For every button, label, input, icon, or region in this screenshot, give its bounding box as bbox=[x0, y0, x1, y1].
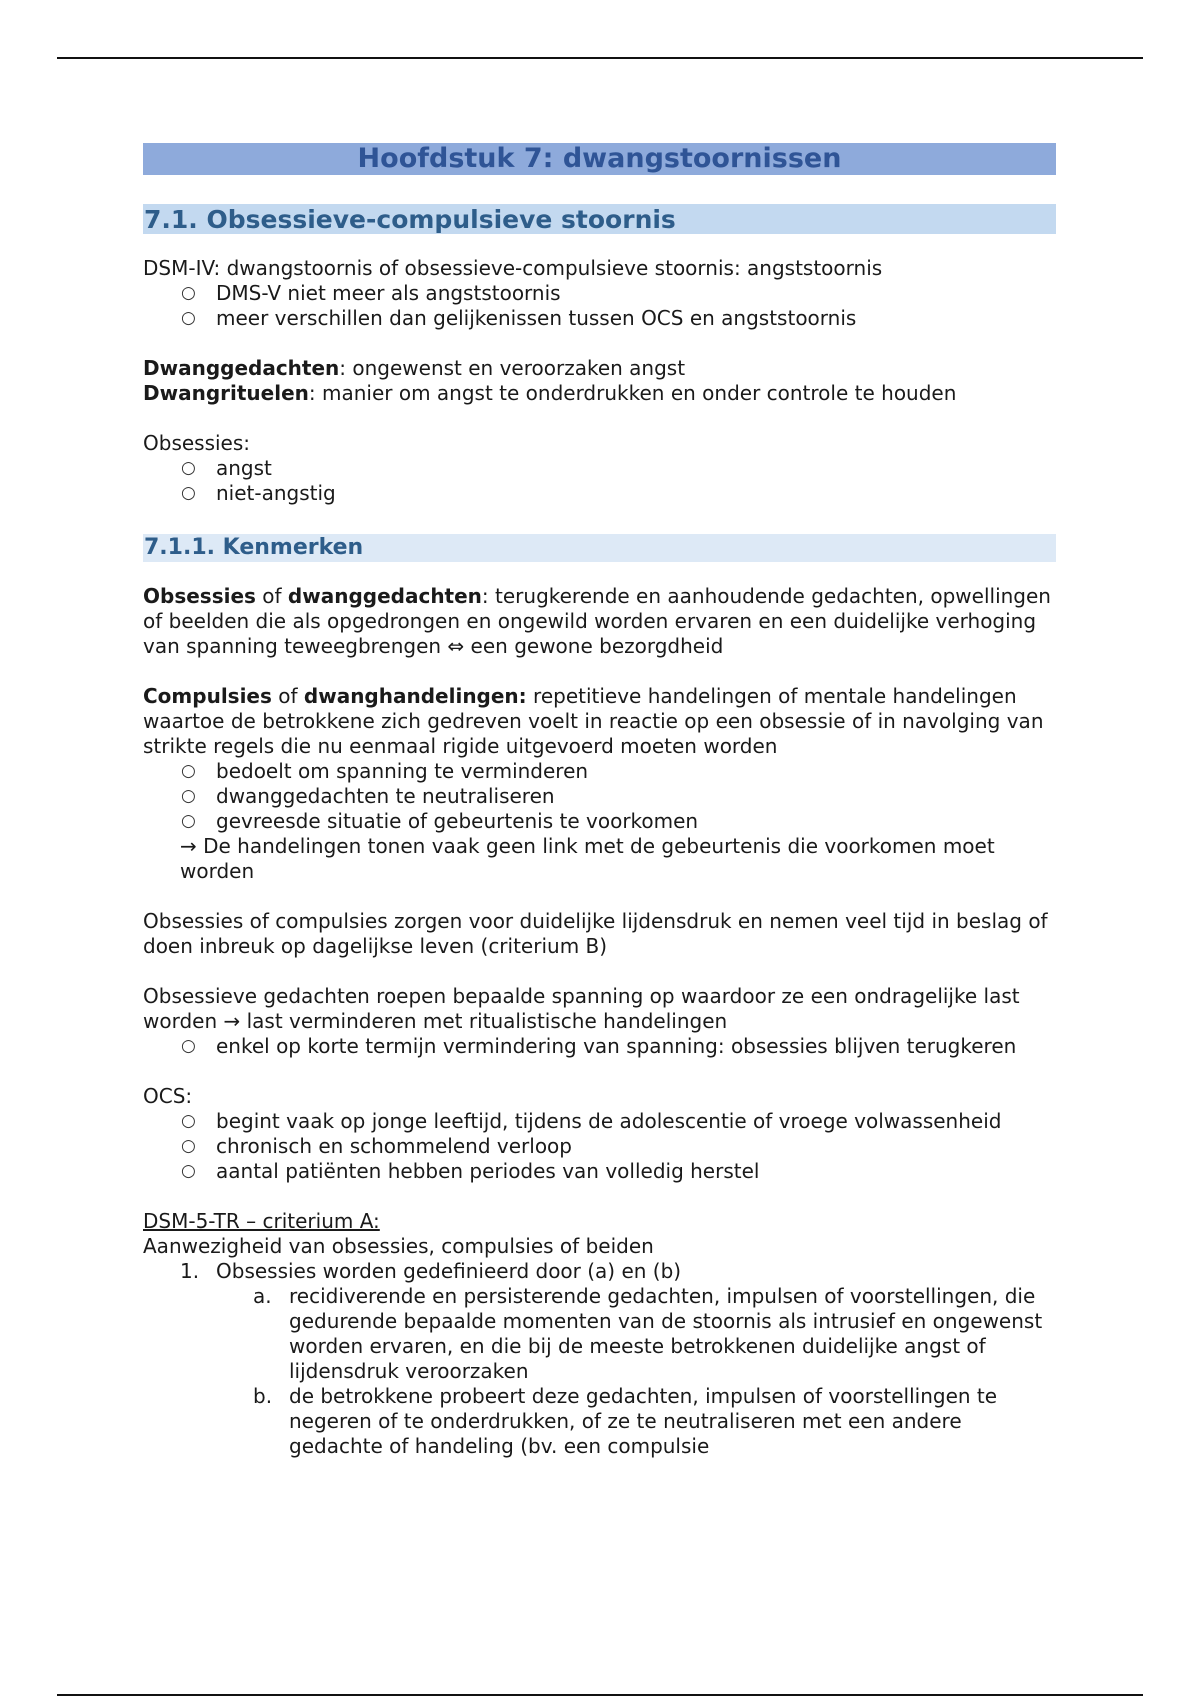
list-item: 1. Obsessies worden gedefinieerd door (a) en (b) a. recidiverende en persisterende gedachten, impulsen of voorstellingen, die gedurende bepaalde momenten van de stoornis als intrusief en ongewenst worden ervaren, en die bij de meeste betrokkenen duidelijke angst of lijdensdruk veroorzaken b. de betrokkene probeert deze gedachten, impulsen of voorstellingen te negeren of te onderdrukken, of ze te neutraliseren met een andere gedachte of handeling (bv. een compulsie bbox=[143, 1259, 1056, 1459]
criterium-intro: Aanwezigheid van obsessies, compulsies of beiden bbox=[143, 1234, 654, 1258]
list-marker: 1. bbox=[180, 1259, 200, 1283]
list-item: ○ niet-angstig bbox=[181, 481, 336, 505]
circle-bullet-icon: ○ bbox=[181, 811, 196, 831]
ocs-label: OCS: bbox=[143, 1084, 193, 1108]
circle-bullet-icon: ○ bbox=[181, 1136, 196, 1156]
criterium-sub-list bbox=[216, 1284, 1056, 1459]
circle-bullet-icon: ○ bbox=[181, 1111, 196, 1131]
list-item: ○ bedoelt om spanning te verminderen bbox=[181, 759, 589, 783]
list-item: ○ angst bbox=[181, 456, 272, 480]
list-item: ○ dwanggedachten te neutraliseren bbox=[181, 784, 555, 808]
circle-bullet-icon: ○ bbox=[181, 1161, 196, 1181]
paragraph-criterium-b: Obsessies of compulsies zorgen voor duidelijke lijdensdruk en nemen veel tijd in beslag of doen inbreuk op dagelijkse leven (criterium B) bbox=[143, 909, 1048, 958]
list-item: a. recidiverende en persisterende gedachten, impulsen of voorstellingen, die gedurende bepaalde momenten van de stoornis als intrusief en ongewenst worden ervaren, en die bij de meeste betrokkenen duidelijke angst of lijdensdruk veroorzaken bbox=[253, 1284, 1043, 1383]
circle-bullet-icon: ○ bbox=[181, 761, 196, 781]
circle-bullet-icon: ○ bbox=[181, 1036, 196, 1056]
document-page bbox=[143, 143, 1056, 1459]
section-heading: 7.1. Obsessieve-compulsieve stoornis bbox=[143, 204, 1056, 234]
paragraph-compulsies: Compulsies of dwanghandelingen: repetitieve handelingen of mentale handelingen waartoe de betrokkene zich gedreven voelt in reactie op een obsessie of in navolging van strikte regels die nu eenmaal rigide uitgevoerd moeten worden bbox=[143, 684, 1044, 758]
list-marker: b. bbox=[253, 1384, 273, 1408]
list-item: ○ meer verschillen dan gelijkenissen tussen OCS en angststoornis bbox=[181, 306, 857, 330]
dsm-bullet-list bbox=[143, 281, 1056, 331]
compulsies-bullet-list bbox=[143, 759, 1056, 834]
spanning-bullet-list bbox=[143, 1034, 1056, 1059]
term: Dwanggedachten bbox=[143, 356, 340, 380]
list-item: ○ begint vaak op jonge leeftijd, tijdens de adolescentie of vroege volwassenheid bbox=[181, 1109, 1002, 1133]
header-rule bbox=[57, 57, 1143, 59]
dsm-line: DSM-IV: dwangstoornis of obsessieve-compulsieve stoornis: angststoornis bbox=[143, 256, 883, 280]
circle-bullet-icon: ○ bbox=[181, 308, 196, 328]
circle-bullet-icon: ○ bbox=[181, 786, 196, 806]
list-item: ○ gevreesde situatie of gebeurtenis te voorkomen bbox=[181, 809, 699, 833]
list-item: ○ chronisch en schommelend verloop bbox=[181, 1134, 572, 1158]
list-item: ○ aantal patiënten hebben periodes van volledig herstel bbox=[181, 1159, 760, 1183]
circle-bullet-icon: ○ bbox=[181, 458, 196, 478]
ocs-bullet-list bbox=[143, 1109, 1056, 1184]
paragraph-spanning: Obsessieve gedachten roepen bepaalde spanning op waardoor ze een ondragelijke last worden → last verminderen met ritualistische handelingen bbox=[143, 984, 1020, 1033]
criterium-heading: DSM-5-TR – criterium A: bbox=[143, 1209, 380, 1233]
list-item: b. de betrokkene probeert deze gedachten, impulsen of voorstellingen te negeren of te onderdrukken, of ze te neutraliseren met een andere gedachte of handeling (bv. een compulsie bbox=[253, 1384, 998, 1458]
list-marker: a. bbox=[253, 1284, 272, 1308]
definition-dwangrituelen: Dwangrituelen: manier om angst te onderdrukken en onder controle te houden bbox=[143, 381, 957, 405]
paragraph-obsessies: Obsessies of dwanggedachten: terugkerende en aanhoudende gedachten, opwellingen of beelden die als opgedrongen en ongewild worden ervaren en een duidelijke verhoging van spanning teweegbrengen ⇔ een gewone bezorgdheid bbox=[143, 584, 1051, 658]
obsessies-bullet-list bbox=[143, 456, 1056, 506]
circle-bullet-icon: ○ bbox=[181, 283, 196, 303]
chapter-title: Hoofdstuk 7: dwangstoornissen bbox=[143, 143, 1056, 175]
list-item: ○ DMS-V niet meer als angststoornis bbox=[181, 281, 561, 305]
subsection-heading: 7.1.1. Kenmerken bbox=[143, 534, 1056, 562]
obsessies-label: Obsessies: bbox=[143, 431, 251, 455]
criterium-list bbox=[143, 1259, 1056, 1459]
circle-bullet-icon: ○ bbox=[181, 483, 196, 503]
arrow-note: → De handelingen tonen vaak geen link met de gebeurtenis die voorkomen moet worden bbox=[180, 834, 995, 883]
footer-rule bbox=[57, 1694, 1143, 1696]
term: Dwangrituelen bbox=[143, 381, 309, 405]
definition-dwanggedachten: Dwanggedachten: ongewenst en veroorzaken angst bbox=[143, 356, 686, 380]
list-item: ○ enkel op korte termijn vermindering van spanning: obsessies blijven terugkeren bbox=[181, 1034, 1017, 1058]
